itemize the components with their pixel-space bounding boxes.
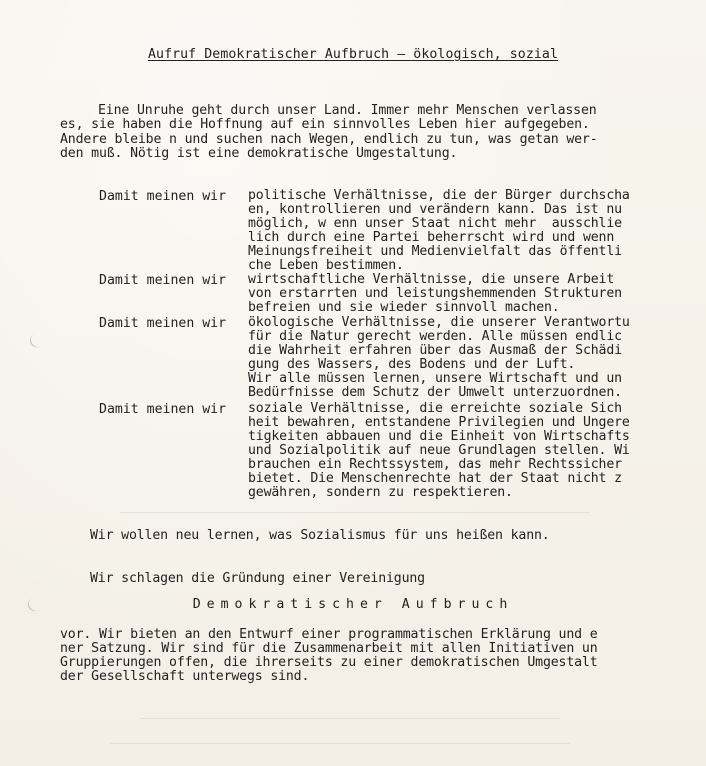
section-label: Damit meinen wir [99, 189, 227, 204]
bleed-through-line [120, 512, 590, 513]
section-line: von erstarrten und leistungshemmenden Strukturen [248, 286, 622, 301]
section-line: gewähren, sondern zu respektieren. [248, 485, 513, 500]
section-line: für die Natur gerecht werden. Alle müssen endlic [248, 329, 622, 344]
section-line: möglich, w enn unser Staat nicht mehr ausschlie [248, 216, 622, 231]
section-line: wirtschaftliche Verhältnisse, die unsere Arbeit [248, 272, 615, 287]
section-line: brauchen ein Rechtssystem, das mehr Rechtssicher [248, 457, 622, 472]
section-line: Wir alle müssen lernen, unsere Wirtschaft und un [248, 371, 622, 386]
closing-line: vor. Wir bieten an den Entwurf einer programmatischen Erklärung und e [60, 627, 598, 642]
section-line: Meinungsfreiheit und Medienvielfalt das öffentli [248, 244, 622, 259]
section-line: die Wahrheit erfahren über das Ausmaß der Schädi [248, 343, 622, 358]
intro-line: es, sie haben die Hoffnung auf ein sinnvolles Leben hier aufgegeben. [60, 117, 590, 132]
proposal-line: Wir schlagen die Gründung einer Vereinigung [90, 571, 425, 586]
section-line: gung des Wassers, des Bodens und der Luft. [248, 357, 576, 372]
section-line: che Leben bestimmen. [248, 258, 404, 273]
statement-line: Wir wollen neu lernen, was Sozialismus für uns heißen kann. [90, 528, 550, 543]
section-line: soziale Verhältnisse, die erreichte soziale Sich [248, 401, 622, 416]
section-line: lich durch eine Partei beherrscht wird und wenn [248, 230, 615, 245]
section-line: ökologische Verhältnisse, die unserer Verantwortu [248, 315, 630, 330]
intro-line: Eine Unruhe geht durch unser Land. Immer mehr Menschen verlassen [98, 103, 597, 118]
intro-line: den muß. Nötig ist eine demokratische Umgestaltung. [60, 146, 458, 161]
punch-hole-mark [28, 330, 48, 350]
section-line: und Sozialpolitik auf neue Grundlagen stellen. Wi [248, 443, 630, 458]
closing-line: Gruppierungen offen, die ihrerseits zu einer demokratischen Umgestalt [60, 655, 598, 670]
bleed-through-line [110, 743, 570, 744]
bleed-through-line [140, 718, 560, 719]
document-title [0, 47, 706, 62]
closing-line: ner Satzung. Wir sind für die Zusammenarbeit mit allen Initiativen un [60, 641, 598, 656]
section-line: heit bewahren, entstandene Privilegien und Ungere [248, 415, 630, 430]
section-line: politische Verhältnisse, die der Bürger durchscha [248, 188, 630, 203]
intro-line: Andere bleibe n und suchen nach Wegen, endlich zu tun, was getan wer- [60, 132, 598, 147]
section-line: befreien und sie wieder sinnvoll machen. [248, 300, 560, 315]
section-line: en, kontrollieren und verändern kann. Das ist nu [248, 202, 622, 217]
closing-line: der Gesellschaft unterwegs sind. [60, 669, 310, 684]
title-text: Aufruf Demokratischer Aufbruch – ökologisch, sozial [147, 47, 559, 62]
section-line: Bedürfnisse dem Schutz der Umwelt unterzuordnen. [248, 385, 622, 400]
section-label: Damit meinen wir [99, 402, 227, 417]
organization-name: Demokratischer Aufbruch [192, 597, 514, 612]
section-label: Damit meinen wir [99, 316, 227, 331]
section-line: bietet. Die Menschenrechte hat der Staat nicht z [248, 471, 622, 486]
section-label: Damit meinen wir [99, 273, 227, 288]
section-line: tigkeiten abbauen und die Einheit von Wirtschafts [248, 429, 630, 444]
